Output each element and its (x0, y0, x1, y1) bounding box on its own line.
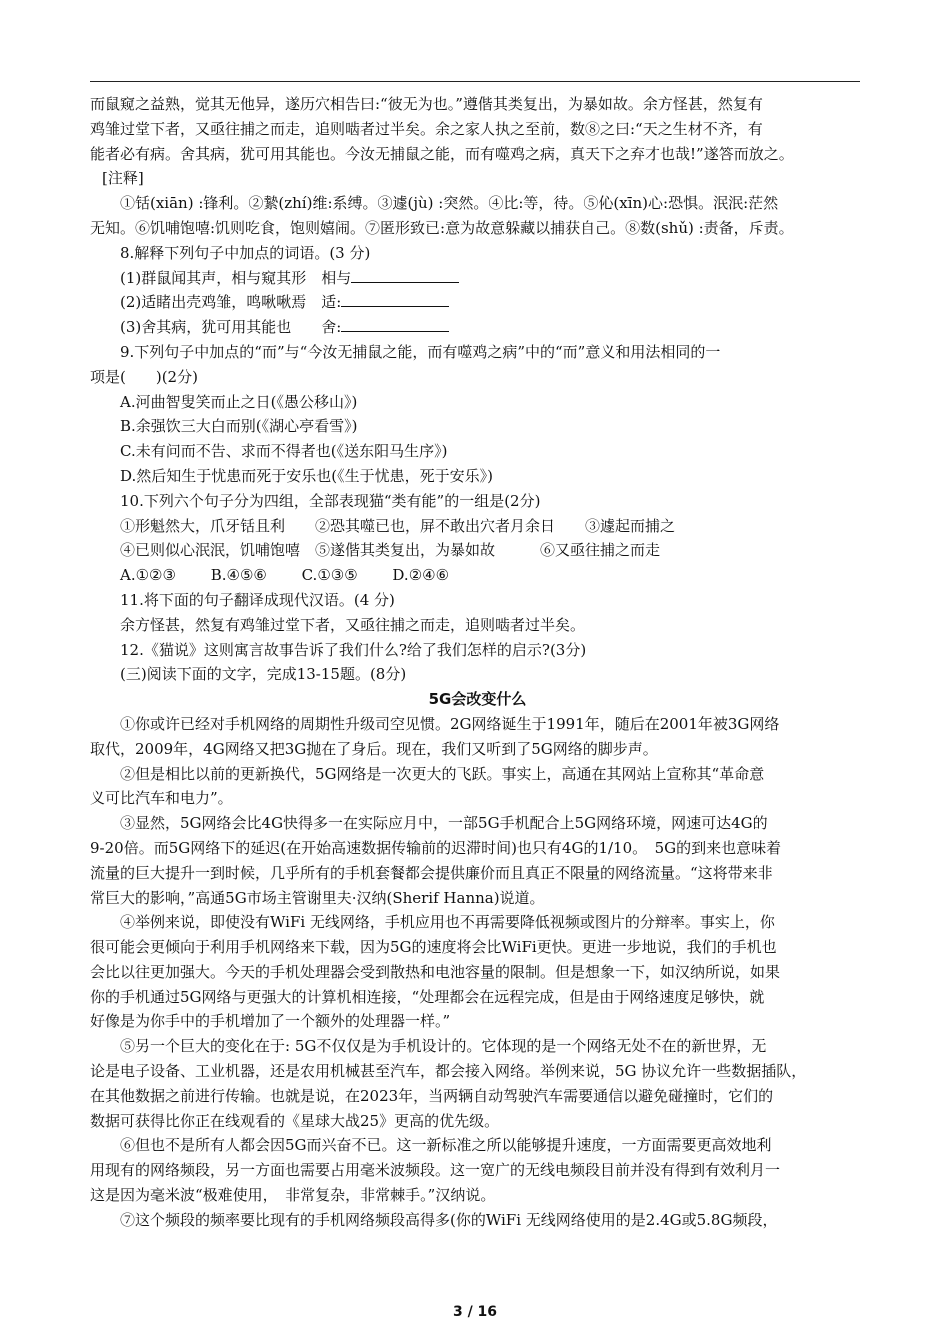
line-text: ①你或许已经对手机网络的周期性升级司空见惯。2G网络诞生于1991年，随后在2001年被3G网络 (120, 714, 780, 733)
line-text: 数据可获得比你正在线观看的《星球大战25》更高的优先级。 (90, 1111, 500, 1130)
line-text: 会比以往更加强大。今天的手机处理器会受到散热和电池容量的限制。但是想象一下，如汉纳所说，如果 (90, 962, 781, 981)
text-line (90, 92, 865, 117)
line-text: 在其他数据之前进行传输。也就是说，在2023年，当两辆自动驾驶汽车需要通信以避免碰撞时，它们的 (90, 1086, 774, 1105)
answer-blank (351, 268, 459, 283)
header-rule (90, 81, 860, 82)
line-text: 论是电子设备、工业机器，还是农用机械甚至汽车，都会接入网络。举例来说，5G 协议允许一些数据插队， (90, 1062, 807, 1081)
line-text: 12.《猫说》这则寓言故事告诉了我们什么?给了我们怎样的启示?(3分) (120, 640, 587, 659)
line-text: 10.下列六个句子分为四组，全部表现猫“类有能”的一组是(2分) (120, 491, 541, 510)
line-text: 鸡雏过堂下者，又亟往捕之而走，追则啮者过半矣。余之家人执之至前，数⑧之曰:“天之生材不齐，有 (90, 119, 763, 138)
text-line (90, 960, 865, 985)
text-line (90, 836, 865, 861)
text-line (90, 737, 865, 762)
line-text: 9-20倍。而5G网络下的延迟(在开始高速数据传输前的迟滞时间)也只有4G的1/10。 5G的到来也意味着 (90, 838, 782, 857)
line-text: 无知。⑥饥哺饱嘻:饥则吃食，饱则嬉闹。⑦匿形致已:意为故意躲藏以捕获自己。⑧数(shǔ) :责备，斥责。 (90, 218, 794, 237)
line-text: ④举例来说，即使没有WiFi 无线网络，手机应用也不再需要降低视频或图片的分辩率。事实上，你 (120, 913, 775, 932)
text-line (90, 340, 865, 365)
text-line (90, 464, 865, 489)
text-line (90, 1158, 865, 1183)
text-line (90, 985, 865, 1010)
text-line (90, 514, 865, 539)
answer-blank (341, 292, 449, 307)
text-line (90, 1059, 865, 1084)
text-line (90, 142, 865, 167)
text-line (90, 712, 865, 737)
text-line (90, 563, 865, 588)
line-text: A.①②③ B.④⑤⑥ C.①③⑤ D.②④⑥ (120, 566, 450, 585)
line-text: 8.解释下列句子中加点的词语。(3 分) (120, 243, 371, 262)
text-line (90, 638, 865, 663)
line-text: [注释] (102, 169, 144, 188)
line-text: ①铦(xiān) :锋利。②縶(zhí)维:系缚。③遽(jù) :突然。④比:等，待。⑤伈(xīn)心:恐惧。泯泯:茫然 (120, 194, 779, 213)
line-text: 流量的巨大提升一到时候，几乎所有的手机套餐都会提供廉价而且真正不限量的网络流量。“这将带来非 (90, 863, 773, 882)
text-line (90, 1183, 865, 1208)
line-text: 你的手机通过5G网络与更强大的计算机相连接，“处理都会在远程完成，但是由于网络速度足够快，就 (90, 987, 765, 1006)
line-text: 义可比汽车和电力”。 (90, 789, 233, 808)
line-text: 这是因为毫米波“极难使用， 非常复杂，非常棘手。”汉纳说。 (90, 1186, 496, 1205)
line-text: 常巨大的影响，”高通5G市场主管谢里夫·汉纳(Sherif Hanna)说道。 (90, 888, 545, 907)
text-line (90, 1084, 865, 1109)
text-line (90, 762, 865, 787)
text-line (90, 390, 865, 415)
line-text: ①形魁然大，爪牙铦且利 ②恐其噬已也，屏不敢出穴者月余日 ③遽起而捕之 (120, 516, 676, 535)
line-text: ④已则似心泯泯，饥哺饱嘻 ⑤遂偕其类复出，为暴如故 ⑥又亟往捕之而走 (120, 541, 661, 560)
line-text: D.然后知生于忧患而死于安乐也(《生于忧患，死于安乐》) (120, 466, 493, 485)
line-text: 很可能会更倾向于利用手机网络来下载，因为5G的速度将会比WiFi更快。更进一步地说，我们的手机也 (90, 938, 777, 957)
text-line (90, 1034, 865, 1059)
line-text: 能者必有病。舍其病，犹可用其能也。今汝无捕鼠之能，而有噬鸡之病，真天下之弃才也哉!”遂答而放之。 (90, 144, 794, 163)
line-text: ⑦这个频段的频率要比现有的手机网络频段高得多(你的WiFi 无线网络使用的是2.4G或5.8G频段， (120, 1210, 778, 1229)
text-line (90, 290, 865, 315)
text-line (90, 266, 865, 291)
page-number: 3 / 16 (452, 1304, 498, 1320)
text-line (90, 861, 865, 886)
text-line (90, 216, 865, 241)
text-line (90, 414, 865, 439)
text-line (90, 538, 865, 563)
line-text: (三)阅读下面的文字，完成13-15题。(8分) (120, 665, 407, 684)
line-text: 而鼠窥之益熟，觉其无他异，遂历穴相告曰:“彼无为也。”遵偕其类复出，为暴如故。余方怪甚，然复有 (90, 95, 763, 113)
text-line (90, 935, 865, 960)
line-text: B.余强饮三大白而别(《湖心亭看雪》) (120, 417, 358, 436)
text-line (90, 117, 865, 142)
line-text: 项是( )(2分) (90, 367, 198, 386)
text-line (90, 315, 865, 340)
line-text: ⑥但也不是所有人都会因5G而兴奋不已。这一新标准之所以能够提升速度，一方面需要更高效地利 (120, 1136, 772, 1155)
line-text: 5G会改变什么 (428, 690, 527, 709)
text-line (90, 910, 865, 935)
answer-blank (341, 317, 449, 332)
line-text: 9.下列句子中加点的“而”与“今汝无捕鼠之能，而有噬鸡之病”中的“而”意义和用法相同的一 (120, 342, 721, 361)
document-body (90, 92, 865, 1233)
line-text: 余方怪甚，然复有鸡雏过堂下者，又亟往捕之而走，追则啮者过半矣。 (120, 615, 586, 634)
text-line (90, 241, 865, 266)
text-line (90, 489, 865, 514)
text-line (90, 1133, 865, 1158)
line-text: ②但是相比以前的更新换代，5G网络是一次更大的飞跃。事实上，高通在其网站上宣称其“革命意 (120, 764, 765, 783)
line-text: 好像是为你手中的手机增加了一个额外的处理器一样。” (90, 1012, 451, 1031)
text-line (90, 613, 865, 638)
text-line (90, 588, 865, 613)
text-line (90, 166, 865, 191)
line-text: (3)舍其病，犹可用其能也 舍: (120, 318, 342, 337)
text-line (90, 439, 865, 464)
text-line (90, 1009, 865, 1034)
article-title (90, 687, 865, 712)
line-text: A.河曲智叟笑而止之日(《愚公移山》) (120, 392, 358, 411)
line-text: 用现有的网络频段，另一方面也需要占用毫米波频段。这一宽广的无线电频段目前并没有得到有效利月一 (90, 1161, 781, 1180)
line-text: ⑤另一个巨大的变化在于: 5G不仅仅是为手机设计的。它体现的是一个网络无处不在的新世界，无 (120, 1037, 767, 1056)
line-text: 11.将下面的句子翻译成现代汉语。(4 分) (120, 590, 395, 609)
text-line (90, 1208, 865, 1233)
text-line (90, 886, 865, 911)
text-line (90, 191, 865, 216)
text-line (90, 1109, 865, 1134)
line-text: ③显然，5G网络会比4G快得多一在实际应月中，一部5G手机配合上5G网络环境，网速可达4G的 (120, 814, 768, 833)
line-text: 取代，2009年，4G网络又把3G抛在了身后。现在，我们又听到了5G网络的脚步声。 (90, 739, 658, 758)
line-text: (2)适睹出壳鸡雏，鸣啾啾焉 适: (120, 293, 342, 312)
text-line (90, 811, 865, 836)
line-text: C.未有问而不告、求而不得者也(《送东阳马生序》) (120, 442, 448, 461)
line-text: (1)群鼠闻其声，相与窥其形 相与 (120, 268, 352, 287)
text-line (90, 365, 865, 390)
text-line (90, 786, 865, 811)
text-line (90, 662, 865, 687)
